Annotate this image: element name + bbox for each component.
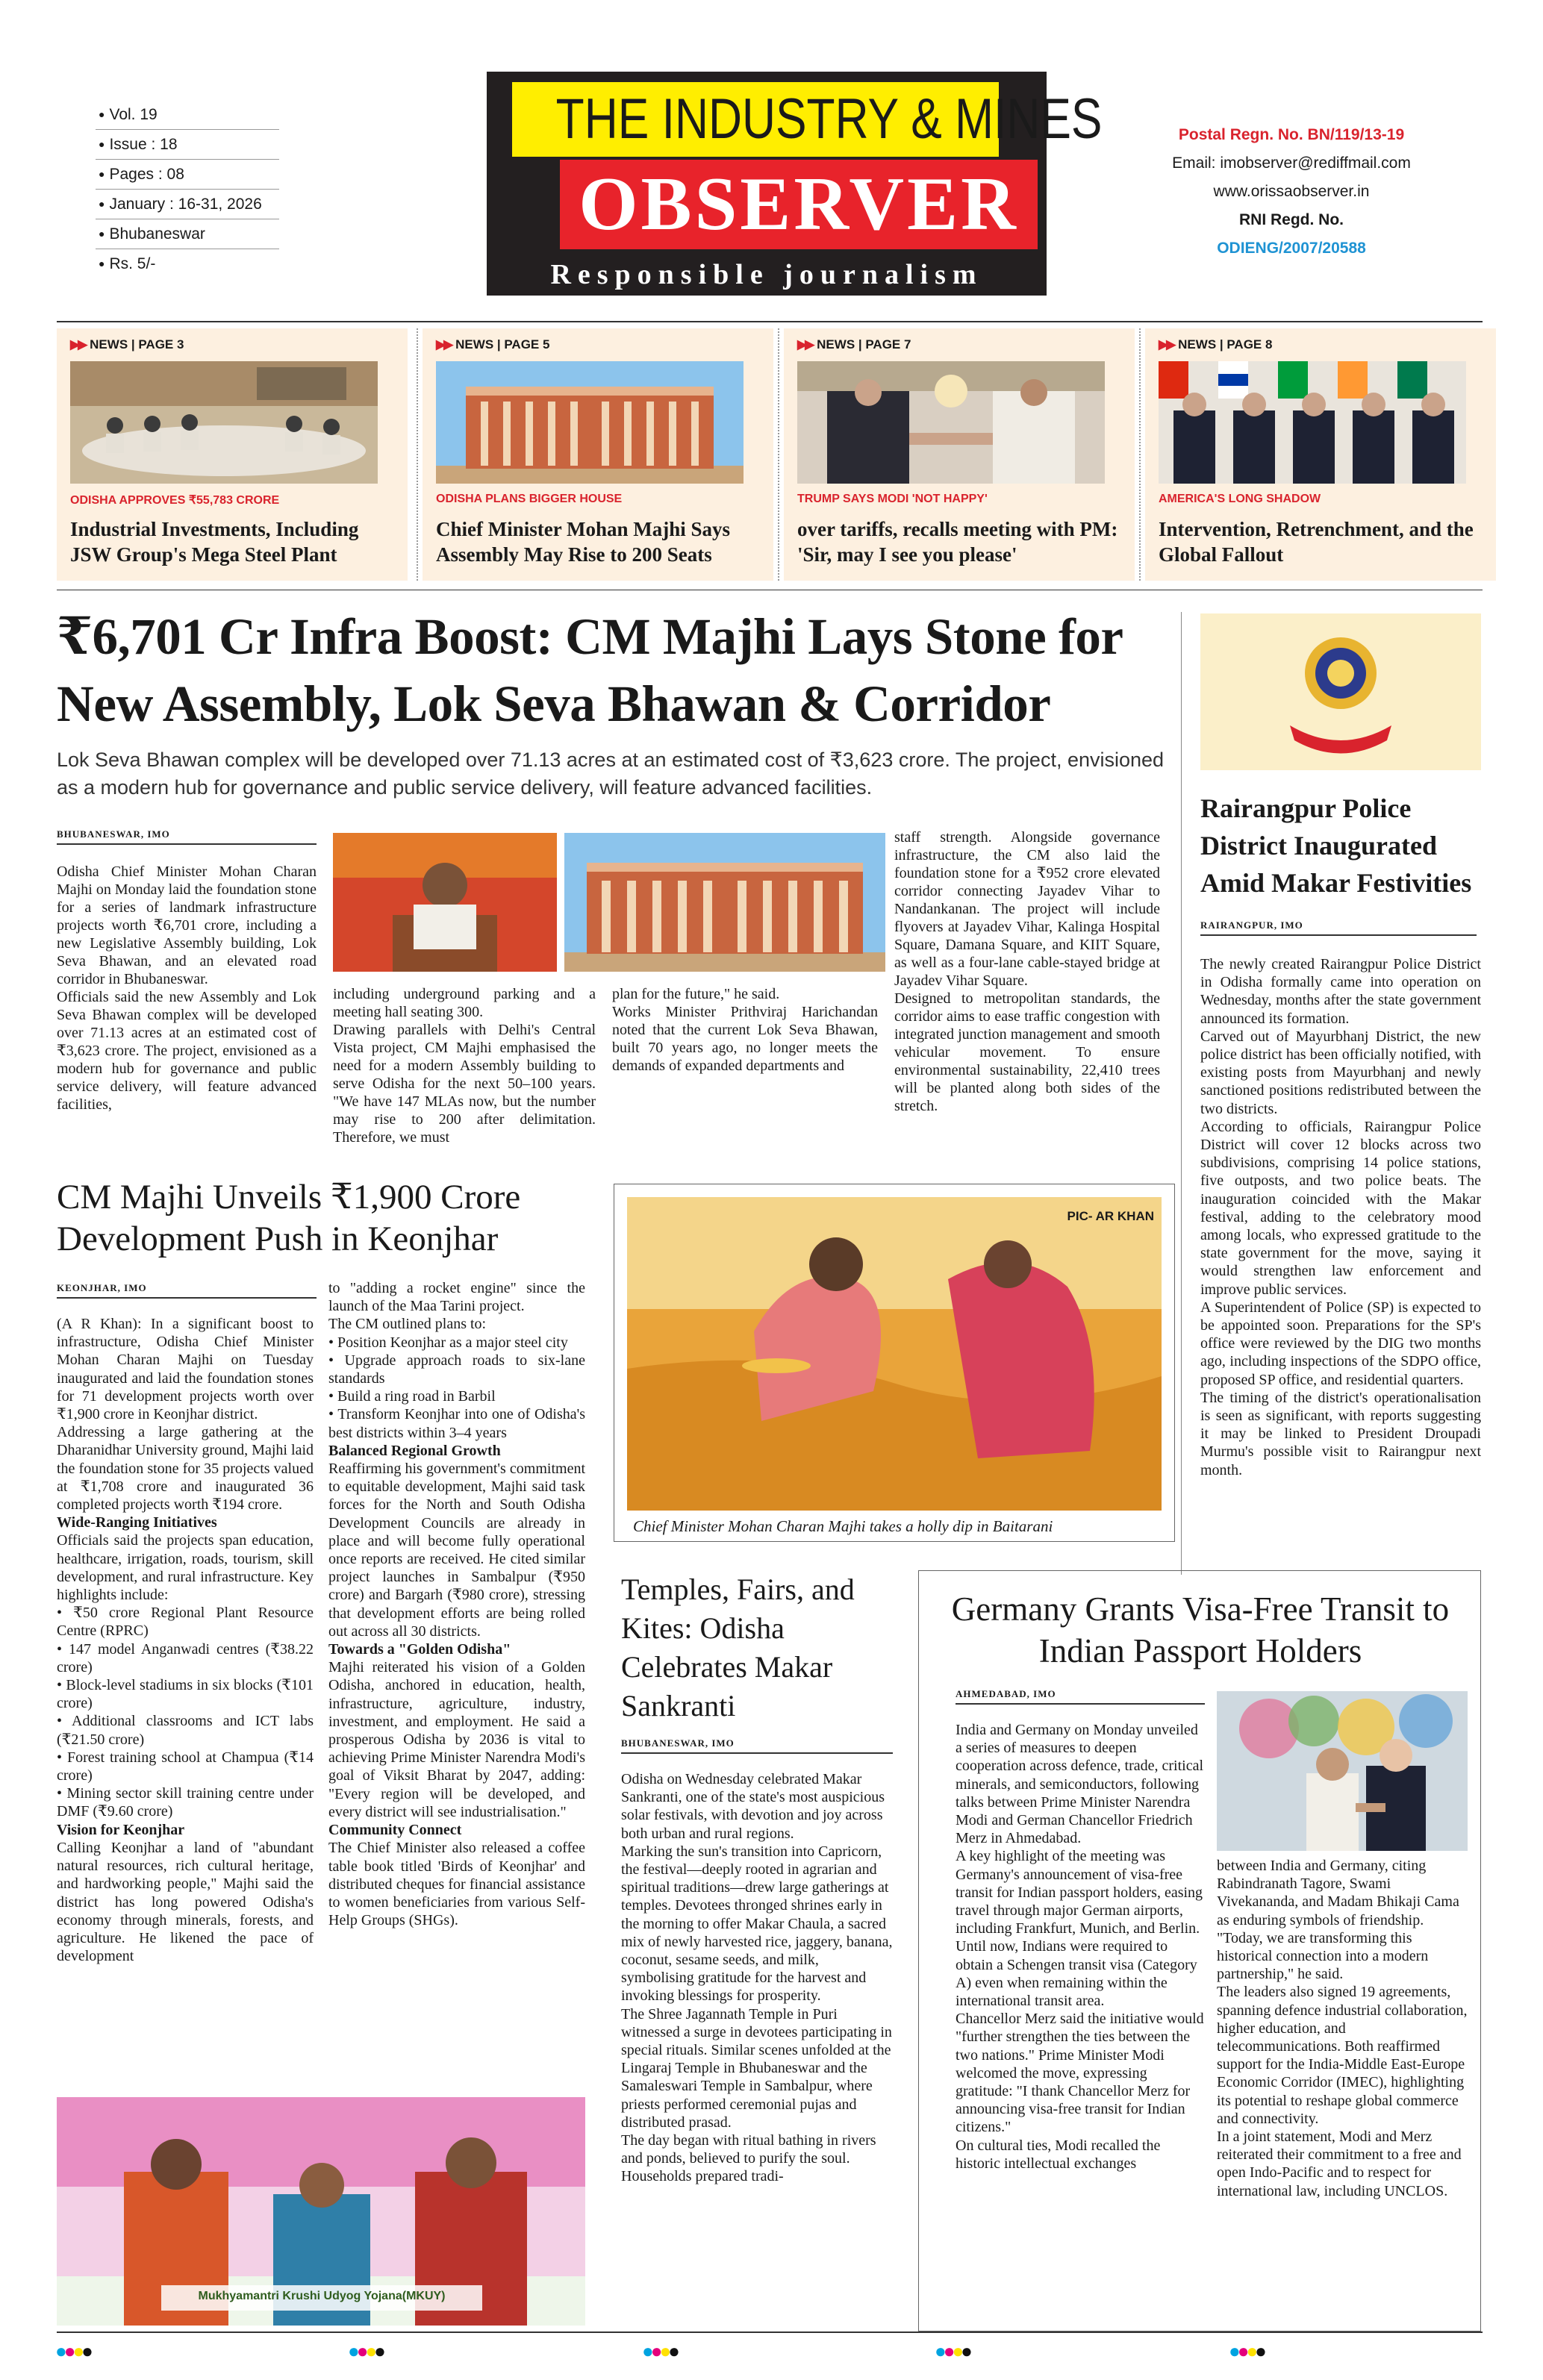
keonjhar-column-1 — [57, 1315, 314, 1965]
lead-column-1 — [57, 863, 317, 1114]
keonjhar-bullet: • ₹50 crore Regional Plant Resource Centre (RPRC) — [57, 1605, 314, 1640]
sidebar-divider — [1181, 612, 1182, 1575]
odisha-police-emblem — [1200, 613, 1481, 770]
rairangpur-paragraph: A Superintendent of Police (SP) is expected to be appointed soon. Preparations for the SP's office were reviewed by the DIG two months ago, including inspections of the SDPO office, proposed SP office, and residential quarters. — [1200, 1299, 1481, 1388]
rairangpur-paragraph: The newly created Rairangpur Police District in Odisha formally came into operation on Wednesday, months after the state government announced its formation. — [1200, 956, 1481, 1027]
meeting-photo — [70, 361, 378, 484]
keonjhar-bullet: • Transform Keonjhar into one of Odisha's best districts within 3–4 years — [328, 1406, 585, 1441]
lead-paragraph: Officials said the new Assembly and Lok Seva Bhawan complex will be developed over 71.13 acres at an estimated cost of ₹3,623 crore. The project, envisioned as a modern hub for governance and public service delivery, will feature advanced facilities, — [57, 989, 317, 1113]
keonjhar-paragraph: Majhi reiterated his vision of a Golden Odisha, anchored in education, health, infrastructure, agriculture, industry, investment, and employment. He said a prosperous Odisha by 2036 is vital to achieving Prime Minister Narendra Modi's goal of Viksit Bharat by 2047, adding: "Every region will be developed, and every district will see industrialisation." — [328, 1659, 585, 1820]
lead-column-3 — [612, 985, 878, 1075]
rairangpur-headline[interactable]: Rairangpur Police District Inaugurated Amid Makar Festivities — [1200, 793, 1472, 898]
keonjhar-paragraph: The Chief Minister also released a coffee table book titled 'Birds of Keonjhar' and distributed cheques for financial assistance to women beneficiaries from various Self-Help Groups (SHGs). — [328, 1840, 585, 1929]
keonjhar-bullet: • 147 model Anganwadi centres (₹38.22 crore) — [57, 1640, 314, 1675]
germany-headline[interactable]: Germany Grants Visa-Free Transit to Indian Passport Holders — [951, 1590, 1450, 1670]
logo-main-text: OBSERVER — [579, 162, 1019, 246]
germany-column-2 — [1217, 1857, 1468, 2200]
registration-marks: ●●●● — [642, 2340, 677, 2362]
keonjhar-bullet: • Forest training school at Champua (₹14 crore) — [57, 1749, 314, 1784]
meta-pages: ● Pages : 08 — [96, 160, 279, 190]
world-leaders-photo — [1159, 361, 1466, 484]
meta-issue: ● Issue : 18 — [96, 130, 279, 160]
lead-paragraph: Drawing parallels with Delhi's Central Vista project, CM Majhi emphasised the need for a modern Assembly building to serve Odisha for the next 50–100 years. "We have 147 MLAs now, but the number may rise to 200 after delimitation. Therefore, we must — [333, 1022, 596, 1146]
makar-dateline: BHUBANESWAR, IMO — [621, 1737, 893, 1754]
germany-paragraph: On cultural ties, Modi recalled the historic intellectual exchanges — [956, 2137, 1161, 2172]
lead-paragraph: Works Minister Prithviraj Harichandan noted that the current Lok Seva Bhawan, built 70 years ago, no longer meets the demands of expanded departments and — [612, 1004, 878, 1074]
postal-regn: Postal Regn. No. BN/119/13-19 — [1178, 126, 1405, 143]
teaser-kicker: TRUMP SAYS MODI 'NOT HAPPY' — [797, 493, 988, 505]
teaser-tag: ▶▶ NEWS | PAGE 7 — [797, 337, 911, 352]
makar-paragraph: The day began with ritual bathing in rivers and ponds, believed to purify the soul. Households prepared tradi- — [621, 2132, 876, 2185]
teaser-divider — [417, 328, 418, 581]
registration-marks: ●●●● — [935, 2340, 970, 2362]
registration-marks: ●●●● — [348, 2340, 383, 2362]
lead-paragraph: staff strength. Alongside governance infrastructure, the CM also laid the foundation stone for a ₹952 crore elevated corridor connecting Jayadev Vihar to Nandankanan. The project will include flyovers at Jayadev Vihar, Kalinga Hospital Square, Damana Square, and KIIT Square, as well as a four-lane cable-stayed bridge at Jayadev Vihar Square. — [894, 829, 1160, 989]
keonjhar-headline[interactable]: CM Majhi Unveils ₹1,900 Crore Development Push in Keonjhar — [57, 1178, 521, 1258]
website-link[interactable]: www.orissaobserver.in — [1213, 183, 1370, 200]
germany-paragraph: The leaders also signed 19 agreements, spanning defence industrial collaboration, higher education, and telecommunications. Both reaffirmed support for the India-Middle East-Europe Economic Corridor (IMEC), highlighting its potential to reshape global commerce and connectivity. — [1217, 1984, 1468, 2127]
teaser-tag: ▶▶ NEWS | PAGE 8 — [1159, 337, 1273, 352]
mkuy-event-photo — [57, 2097, 585, 2326]
keonjhar-paragraph: Addressing a large gathering at the Dharanidhar University ground, Majhi laid the foundation stone for 35 projects valued at ₹1,708 crore and inaugurated 36 completed projects worth ₹194 crore. — [57, 1424, 314, 1514]
lead-headline[interactable]: ₹6,701 Cr Infra Boost: CM Majhi Lays Stone for New Assembly, Lok Seva Bhawan & Corridor — [57, 608, 1123, 732]
keonjhar-subhead: Wide-Ranging Initiatives — [57, 1514, 217, 1531]
teaser-tag: ▶▶ NEWS | PAGE 3 — [70, 337, 184, 352]
logo-top-text: THE INDUSTRY & MINES — [555, 87, 1103, 151]
keonjhar-paragraph: Officials said the projects span education, healthcare, irrigation, roads, tourism, skill development, and rural infrastructure. Key highlights include: — [57, 1532, 314, 1604]
footer-rule — [57, 2331, 1483, 2333]
lead-paragraph: plan for the future," he said. — [612, 986, 780, 1002]
keonjhar-column-2 — [328, 1279, 585, 1929]
mkuy-banner-text: Mukhyamantri Krushi Udyog Yojana(MKUY) — [198, 2290, 446, 2302]
keonjhar-paragraph: to "adding a rocket engine" since the launch of the Maa Tarini project. — [328, 1280, 585, 1315]
assembly-building-photo — [436, 361, 744, 484]
meta-price: ● Rs. 5/- — [96, 249, 279, 279]
makar-paragraph: Marking the sun's transition into Capricorn, the festival—deeply rooted in agrarian and spiritual traditions—drew large gatherings at temples. Devotees thronged shrines early in the morning to offer Makar Chaula, a sacred mix of newly harvested rice, jaggery, banana, coconut, sesame seeds, and milk, symbolising gratitude for the harvest and invoking blessings for prosperity. — [621, 1843, 893, 2005]
registration-block — [1112, 121, 1471, 263]
teaser-kicker: AMERICA'S LONG SHADOW — [1159, 493, 1321, 505]
lead-dateline: BHUBANESWAR, IMO — [57, 828, 317, 845]
lead-column-4 — [894, 828, 1160, 1115]
rairangpur-body — [1200, 955, 1481, 1479]
teaser-headline[interactable]: Chief Minister Mohan Majhi Says Assembly May Rise to 200 Seats — [436, 518, 731, 566]
cm-speaking-photo — [333, 833, 557, 972]
keonjhar-bullet: • Upgrade approach roads to six-lane standards — [328, 1352, 585, 1387]
modi-merz-photo — [1217, 1691, 1468, 1851]
keonjhar-paragraph: Reaffirming his government's commitment to equitable development, Majhi said task forces for the North and South Odisha Development Councils are already in place and will become fully operational once reports are received. He cited similar project launches in Sambalpur (₹950 crore) and Bargarh (₹980 crore), stressing that development efforts are being rolled out across all 30 districts. — [328, 1461, 585, 1640]
keonjhar-bullet: • Block-level stadiums in six blocks (₹101 crore) — [57, 1677, 314, 1712]
photo-credit: PIC- AR KHAN — [1067, 1209, 1154, 1223]
makar-body — [621, 1770, 893, 2186]
teaser-page8[interactable] — [1145, 328, 1496, 581]
rairangpur-dateline: RAIRANGPUR, IMO — [1200, 919, 1477, 936]
keonjhar-paragraph: The CM outlined plans to: — [328, 1316, 487, 1333]
masthead-rule — [57, 321, 1483, 322]
teaser-headline[interactable]: Intervention, Retrenchment, and the Global Fallout — [1159, 518, 1474, 566]
rni-number: ODIENG/2007/20588 — [1217, 240, 1366, 257]
teaser-divider — [778, 328, 779, 581]
registration-marks: ●●●● — [55, 2340, 90, 2362]
teaser-page5[interactable] — [423, 328, 773, 581]
lead-paragraph: including underground parking and a meeting hall seating 300. — [333, 986, 596, 1020]
keonjhar-bullet: • Additional classrooms and ICT labs (₹21.50 crore) — [57, 1713, 314, 1748]
rni-label: RNI Regd. No. — [1239, 211, 1344, 228]
keonjhar-bullet: • Build a ring road in Barbil — [328, 1388, 496, 1405]
keonjhar-bullet: • Position Keonjhar as a major steel city — [328, 1334, 568, 1351]
meta-volume: ● Vol. 19 — [96, 100, 279, 130]
handshake-photo — [797, 361, 1105, 484]
lead-paragraph: Designed to metropolitan standards, the corridor aims to ease traffic congestion with integrated junction management and smooth vehicular movement. To ensure environmental sustainability, 22,410 trees will be planted along both sides of the stretch. — [894, 990, 1160, 1114]
germany-column-1 — [956, 1721, 1205, 2173]
teaser-page3[interactable] — [57, 328, 408, 581]
dip-photo-caption: Chief Minister Mohan Charan Majhi takes a holly dip in Baitarani — [633, 1517, 1053, 1535]
teaser-kicker: ODISHA PLANS BIGGER HOUSE — [436, 493, 623, 505]
keonjhar-subhead: Community Connect — [328, 1822, 462, 1839]
lead-column-2 — [333, 985, 596, 1146]
meta-date: ● January : 16-31, 2026 — [96, 190, 279, 219]
teaser-divider — [1139, 328, 1141, 581]
lead-deck: Lok Seva Bhawan complex will be developed over 71.13 acres at an estimated cost of ₹3,623 crore. The project, envisioned as a modern hub for governance and public service delivery, will feature advanced facilities. — [57, 749, 1165, 799]
contact-email[interactable]: Email: imobserver@rediffmail.com — [1172, 154, 1411, 172]
logo-tagline: Responsible journalism — [550, 259, 983, 290]
teaser-tag: ▶▶ NEWS | PAGE 5 — [436, 337, 550, 352]
teaser-headline[interactable]: over tariffs, recalls meeting with PM: 'Sir, may I see you please' — [797, 518, 1118, 566]
teaser-page7[interactable] — [784, 328, 1135, 581]
keonjhar-paragraph: Calling Keonjhar a land of "abundant natural resources, rich cultural heritage, and hardworking people," Majhi said the district has long powered Odisha's economy through minerals, forests, and agriculture. He likened the pace of development — [57, 1839, 314, 1965]
keonjhar-bullet: • Mining sector skill training centre under DMF (₹9.60 crore) — [57, 1785, 314, 1820]
teaser-headline[interactable]: Industrial Investments, Including JSW Group's Mega Steel Plant — [70, 518, 359, 566]
keonjhar-subhead: Towards a "Golden Odisha" — [328, 1641, 511, 1658]
makar-paragraph: Odisha on Wednesday celebrated Makar Sankranti, one of the state's most auspicious solar festivals, with devotion and joy across both urban and rural regions. — [621, 1771, 885, 1842]
lead-paragraph: Odisha Chief Minister Mohan Charan Majhi on Monday laid the foundation stone for a series of landmark infrastructure projects worth ₹6,701 crore, including a new Legislative Assembly building, Lok Seva Bhawan, and an elevated road corridor in Bhubaneswar. — [57, 863, 317, 987]
issue-meta-list — [96, 100, 279, 279]
makar-headline[interactable]: Temples, Fairs, and Kites: Odisha Celebrates Makar Sankranti — [621, 1572, 855, 1722]
keonjhar-dateline: KEONJHAR, IMO — [57, 1282, 317, 1299]
germany-paragraph: A key highlight of the meeting was Germany's announcement of visa-free transit for Indian passport holders, easing travel through major German airports, including Frankfurt, Munich, and Berlin. Until now, Indians were required to obtain a Schengen transit visa (Category A) even when remaining within the international transit area. — [956, 1848, 1203, 2010]
rairangpur-paragraph: Carved out of Mayurbhanj District, the new police district has been officially notified, with existing posts from Mayurbhanj and newly sanctioned positions redistributed between the two districts. — [1200, 1028, 1481, 1117]
registration-marks: ●●●● — [1229, 2340, 1264, 2362]
keonjhar-subhead: Vision for Keonjhar — [57, 1821, 185, 1838]
keonjhar-paragraph: (A R Khan): In a significant boost to infrastructure, Odisha Chief Minister Mohan Charan Majhi on Tuesday inaugurated and laid the foundation stones for 71 development projects worth over ₹1,900 crore in Keonjhar district. — [57, 1316, 314, 1423]
teaser-kicker: ODISHA APPROVES ₹55,783 CRORE — [70, 494, 280, 507]
holy-dip-photo — [627, 1197, 1162, 1511]
germany-paragraph: between India and Germany, citing Rabindranath Tagore, Swami Vivekananda, and Madam Bhikaji Cama as enduring symbols of friendship. "Today, we are transforming this historical connection into a modern partnership," he said. — [1217, 1858, 1459, 1983]
meta-city: ● Bhubaneswar — [96, 219, 279, 249]
germany-dateline: AHMEDABAD, IMO — [956, 1688, 1205, 1705]
rairangpur-paragraph: The timing of the district's operationalisation is seen as significant, with reports suggesting it may be linked to President Droupadi Murmu's possible visit to Rairangpur next month. — [1200, 1389, 1481, 1478]
germany-paragraph: In a joint statement, Modi and Merz reiterated their commitment to a free and open Indo-Pacific and to respect for international law, including UNCLOS. — [1217, 2128, 1462, 2199]
makar-paragraph: The Shree Jagannath Temple in Puri witnessed a surge in devotees participating in special rituals. Similar scenes unfolded at the Lingaraj Temple in Bhubaneswar and the Samaleswari Temple in Sambalpur, where priests performed ceremonial pujas and distributed prasad. — [621, 2005, 892, 2131]
germany-paragraph: Chancellor Merz said the initiative would "further strengthen the ties between the two nations." Prime Minister Modi welcomed the move, expressing gratitude: "I thank Chancellor Merz for announcing visa-free transit for Indian citizens." — [956, 2011, 1204, 2136]
assembly-rendering-photo — [564, 833, 885, 972]
keonjhar-subhead: Balanced Regional Growth — [328, 1442, 501, 1459]
rairangpur-paragraph: According to officials, Rairangpur Police District will cover 12 blocks across two subdivisions, comprising 14 police stations, five outposts, and two police beats. The inauguration coincided with the Makar festival, adding to the celebratory mood among locals, who expressed gratitude to the state government for the move, saying it would strengthen law enforcement and improve public services. — [1200, 1118, 1481, 1298]
germany-paragraph: India and Germany on Monday unveiled a series of measures to deepen cooperation across defence, trade, critical minerals, and semiconductors, following talks between Prime Minister Narendra Modi and German Chancellor Friedrich Merz in Ahmedabad. — [956, 1722, 1204, 1847]
